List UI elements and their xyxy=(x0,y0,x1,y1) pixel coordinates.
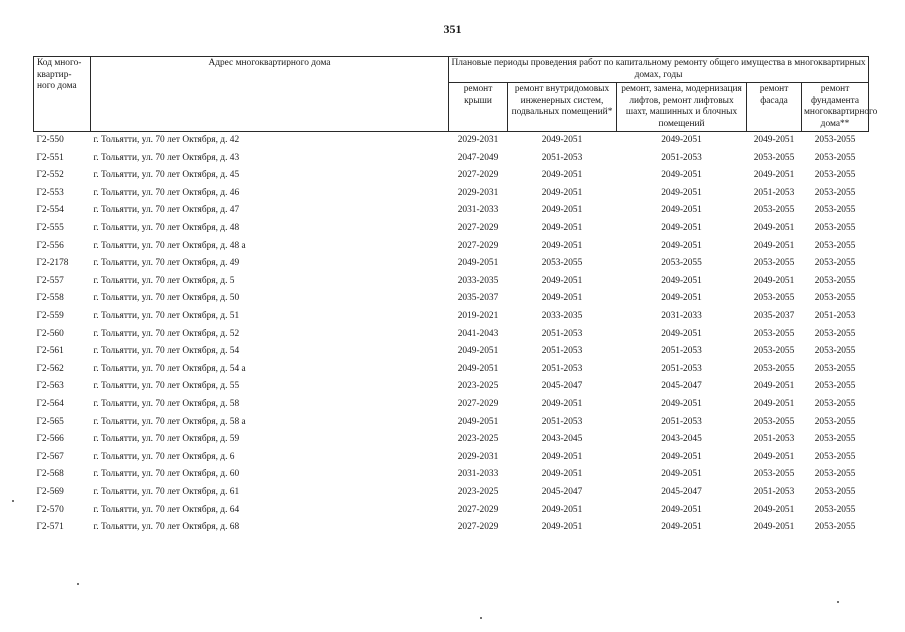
cell-engineering-period: 2033-2035 xyxy=(541,310,583,321)
cell-roof-period: 2023-2025 xyxy=(457,486,499,497)
cell-facade-period: 2035-2037 xyxy=(753,310,795,321)
cell-roof-period: 2027-2029 xyxy=(457,240,499,251)
table-row xyxy=(34,484,869,502)
cell-engineering-period: 2049-2051 xyxy=(541,187,583,198)
cell-code: Г2-566 xyxy=(36,434,64,445)
cell-lifts-period: 2049-2051 xyxy=(661,293,702,304)
cell-address: г. Тольятти, ул. 70 лет Октября, д. 54 xyxy=(93,346,240,357)
cell-address: г. Тольятти, ул. 70 лет Октября, д. 46 xyxy=(93,187,240,198)
table-row xyxy=(34,519,869,537)
table-body xyxy=(34,132,869,537)
cell-foundation-period: 2053-2055 xyxy=(814,170,856,181)
table-row xyxy=(34,290,869,308)
cell-address: г. Тольятти, ул. 70 лет Октября, д. 61 xyxy=(93,486,240,497)
cell-foundation-period: 2053-2055 xyxy=(814,381,856,392)
cell-address: г. Тольятти, ул. 70 лет Октября, д. 49 xyxy=(93,258,240,269)
cell-roof-period: 2029-2031 xyxy=(457,451,499,462)
cell-code: Г2-2178 xyxy=(36,258,69,269)
cell-address: г. Тольятти, ул. 70 лет Октября, д. 43 xyxy=(93,152,240,163)
cell-engineering-period: 2049-2051 xyxy=(541,135,583,146)
cell-roof-period: 2041-2043 xyxy=(457,328,499,339)
cell-roof-period: 2027-2029 xyxy=(457,223,499,234)
cell-foundation-period: 2053-2055 xyxy=(814,258,856,269)
cell-foundation-period: 2053-2055 xyxy=(814,522,856,533)
table-row xyxy=(34,396,869,414)
cell-facade-period: 2049-2051 xyxy=(753,504,795,515)
cell-address: г. Тольятти, ул. 70 лет Октября, д. 42 xyxy=(93,135,240,146)
cell-code: Г2-556 xyxy=(36,240,64,251)
cell-foundation-period: 2053-2055 xyxy=(814,135,856,146)
cell-lifts-period: 2051-2053 xyxy=(661,416,702,427)
cell-roof-period: 2049-2051 xyxy=(457,258,499,269)
cell-code: Г2-559 xyxy=(36,310,64,321)
cell-engineering-period: 2049-2051 xyxy=(541,170,583,181)
cell-lifts-period: 2049-2051 xyxy=(661,469,702,480)
cell-facade-period: 2053-2055 xyxy=(753,363,795,374)
cell-code: Г2-550 xyxy=(36,135,64,146)
cell-address: г. Тольятти, ул. 70 лет Октября, д. 6 xyxy=(93,451,235,462)
cell-engineering-period: 2051-2053 xyxy=(541,328,583,339)
cell-address: г. Тольятти, ул. 70 лет Октября, д. 58 xyxy=(93,398,240,409)
table-row xyxy=(34,378,869,396)
cell-foundation-period: 2053-2055 xyxy=(814,363,856,374)
cell-address: г. Тольятти, ул. 70 лет Октября, д. 48 а xyxy=(93,240,246,251)
table-row xyxy=(34,238,869,256)
cell-lifts-period: 2049-2051 xyxy=(661,522,702,533)
cell-address: г. Тольятти, ул. 70 лет Октября, д. 58 а xyxy=(93,416,246,427)
cell-foundation-period: 2053-2055 xyxy=(814,504,856,515)
table-row xyxy=(34,414,869,432)
cell-foundation-period: 2053-2055 xyxy=(814,486,856,497)
cell-lifts-period: 2045-2047 xyxy=(661,381,702,392)
cell-roof-period: 2031-2033 xyxy=(457,205,499,216)
cell-foundation-period: 2053-2055 xyxy=(814,346,856,357)
cell-lifts-period: 2045-2047 xyxy=(661,486,702,497)
table-row xyxy=(34,466,869,484)
cell-roof-period: 2029-2031 xyxy=(457,135,499,146)
cell-code: Г2-554 xyxy=(36,205,64,216)
cell-code: Г2-561 xyxy=(36,346,64,357)
cell-facade-period: 2053-2055 xyxy=(753,152,795,163)
header-planned-periods: Плановые периоды проведения работ по капитальному ремонту общего имущества в многоквартирных домах, годы xyxy=(449,57,869,83)
cell-address: г. Тольятти, ул. 70 лет Октября, д. 64 xyxy=(93,504,240,515)
table-row xyxy=(34,361,869,379)
cell-foundation-period: 2053-2055 xyxy=(814,240,856,251)
cell-code: Г2-551 xyxy=(36,152,64,163)
cell-code: Г2-569 xyxy=(36,486,64,497)
table-row xyxy=(34,308,869,326)
cell-roof-period: 2019-2021 xyxy=(457,310,499,321)
cell-address: г. Тольятти, ул. 70 лет Октября, д. 51 xyxy=(93,310,240,321)
cell-facade-period: 2053-2055 xyxy=(753,328,795,339)
cell-address: г. Тольятти, ул. 70 лет Октября, д. 55 xyxy=(93,381,240,392)
cell-code: Г2-555 xyxy=(36,223,64,234)
cell-lifts-period: 2049-2051 xyxy=(661,240,702,251)
cell-code: Г2-564 xyxy=(36,398,64,409)
header-engineering-systems: ремонт внутридомовых инженерных систем, подвальных помещений* xyxy=(508,83,617,132)
cell-roof-period: 2031-2033 xyxy=(457,469,499,480)
cell-lifts-period: 2049-2051 xyxy=(661,170,702,181)
cell-engineering-period: 2049-2051 xyxy=(541,469,583,480)
cell-facade-period: 2053-2055 xyxy=(753,293,795,304)
cell-roof-period: 2027-2029 xyxy=(457,522,499,533)
cell-address: г. Тольятти, ул. 70 лет Октября, д. 5 xyxy=(93,275,235,286)
cell-roof-period: 2049-2051 xyxy=(457,363,499,374)
table-row xyxy=(34,202,869,220)
cell-engineering-period: 2049-2051 xyxy=(541,293,583,304)
cell-foundation-period: 2053-2055 xyxy=(814,223,856,234)
cell-address: г. Тольятти, ул. 70 лет Октября, д. 48 xyxy=(93,223,240,234)
cell-address: г. Тольятти, ул. 70 лет Октября, д. 50 xyxy=(93,293,240,304)
cell-foundation-period: 2053-2055 xyxy=(814,416,856,427)
cell-code: Г2-558 xyxy=(36,293,64,304)
cell-lifts-period: 2049-2051 xyxy=(661,135,702,146)
scan-speck xyxy=(12,500,14,502)
scan-speck xyxy=(77,583,79,585)
header-roof: ремонт крыши xyxy=(449,83,508,132)
cell-facade-period: 2049-2051 xyxy=(753,135,795,146)
cell-roof-period: 2033-2035 xyxy=(457,275,499,286)
cell-foundation-period: 2053-2055 xyxy=(814,469,856,480)
table-row xyxy=(34,501,869,519)
cell-roof-period: 2049-2051 xyxy=(457,346,499,357)
cell-code: Г2-568 xyxy=(36,469,64,480)
cell-engineering-period: 2051-2053 xyxy=(541,152,583,163)
cell-code: Г2-557 xyxy=(36,275,64,286)
cell-facade-period: 2049-2051 xyxy=(753,275,795,286)
cell-address: г. Тольятти, ул. 70 лет Октября, д. 68 xyxy=(93,522,240,533)
table-row xyxy=(34,132,869,150)
cell-engineering-period: 2049-2051 xyxy=(541,398,583,409)
cell-lifts-period: 2053-2055 xyxy=(661,258,702,269)
cell-engineering-period: 2049-2051 xyxy=(541,205,583,216)
cell-facade-period: 2053-2055 xyxy=(753,416,795,427)
cell-code: Г2-565 xyxy=(36,416,64,427)
cell-lifts-period: 2049-2051 xyxy=(661,223,702,234)
table-row xyxy=(34,220,869,238)
page-number: 351 xyxy=(443,22,462,36)
cell-code: Г2-562 xyxy=(36,363,64,374)
cell-lifts-period: 2049-2051 xyxy=(661,451,702,462)
cell-roof-period: 2027-2029 xyxy=(457,504,499,515)
cell-foundation-period: 2053-2055 xyxy=(814,328,856,339)
cell-lifts-period: 2051-2053 xyxy=(661,152,702,163)
cell-foundation-period: 2053-2055 xyxy=(814,434,856,445)
cell-lifts-period: 2049-2051 xyxy=(661,275,702,286)
table-row xyxy=(34,185,869,203)
header-address: Адрес многоквартирного дома xyxy=(91,57,449,132)
table-row xyxy=(34,273,869,291)
cell-facade-period: 2049-2051 xyxy=(753,240,795,251)
cell-roof-period: 2029-2031 xyxy=(457,187,499,198)
cell-foundation-period: 2053-2055 xyxy=(814,205,856,216)
cell-lifts-period: 2049-2051 xyxy=(661,398,702,409)
cell-engineering-period: 2049-2051 xyxy=(541,223,583,234)
table-header xyxy=(34,57,878,132)
cell-lifts-period: 2051-2053 xyxy=(661,363,702,374)
cell-foundation-period: 2053-2055 xyxy=(814,187,856,198)
table-row xyxy=(34,255,869,273)
cell-facade-period: 2053-2055 xyxy=(753,346,795,357)
cell-address: г. Тольятти, ул. 70 лет Октября, д. 47 xyxy=(93,205,240,216)
cell-engineering-period: 2049-2051 xyxy=(541,451,583,462)
cell-code: Г2-553 xyxy=(36,187,64,198)
table-row xyxy=(34,343,869,361)
cell-lifts-period: 2051-2053 xyxy=(661,346,702,357)
cell-facade-period: 2053-2055 xyxy=(753,258,795,269)
cell-facade-period: 2049-2051 xyxy=(753,381,795,392)
cell-lifts-period: 2031-2033 xyxy=(661,310,702,321)
cell-foundation-period: 2051-2053 xyxy=(814,310,856,321)
cell-engineering-period: 2045-2047 xyxy=(541,486,583,497)
table-row xyxy=(34,449,869,467)
cell-code: Г2-560 xyxy=(36,328,64,339)
cell-facade-period: 2053-2055 xyxy=(753,469,795,480)
cell-address: г. Тольятти, ул. 70 лет Октября, д. 54 а xyxy=(93,363,246,374)
table-row xyxy=(34,167,869,185)
scan-speck xyxy=(837,601,839,603)
cell-lifts-period: 2043-2045 xyxy=(661,434,702,445)
cell-facade-period: 2049-2051 xyxy=(753,522,795,533)
cell-foundation-period: 2053-2055 xyxy=(814,398,856,409)
cell-foundation-period: 2053-2055 xyxy=(814,152,856,163)
cell-roof-period: 2049-2051 xyxy=(457,416,499,427)
table-row xyxy=(34,431,869,449)
cell-facade-period: 2049-2051 xyxy=(753,451,795,462)
cell-facade-period: 2051-2053 xyxy=(753,486,795,497)
cell-facade-period: 2053-2055 xyxy=(753,205,795,216)
cell-lifts-period: 2049-2051 xyxy=(661,504,702,515)
cell-facade-period: 2049-2051 xyxy=(753,170,795,181)
cell-foundation-period: 2053-2055 xyxy=(814,275,856,286)
cell-foundation-period: 2053-2055 xyxy=(814,293,856,304)
cell-address: г. Тольятти, ул. 70 лет Октября, д. 52 xyxy=(93,328,240,339)
cell-code: Г2-570 xyxy=(36,504,64,515)
cell-foundation-period: 2053-2055 xyxy=(814,451,856,462)
cell-engineering-period: 2049-2051 xyxy=(541,240,583,251)
cell-facade-period: 2051-2053 xyxy=(753,187,795,198)
header-lifts: ремонт, замена, модернизация лифтов, ремонт лифтовых шахт, машинных и блочных помещений xyxy=(617,83,747,132)
cell-code: Г2-552 xyxy=(36,170,64,181)
cell-engineering-period: 2051-2053 xyxy=(541,363,583,374)
scan-speck xyxy=(480,617,482,619)
header-facade: ремонт фасада xyxy=(747,83,802,132)
cell-roof-period: 2035-2037 xyxy=(457,293,499,304)
header-code: Код много-квартир-ного дома xyxy=(34,57,91,132)
cell-roof-period: 2027-2029 xyxy=(457,170,499,181)
header-foundation: ремонт фундамента многоквартирного дома** xyxy=(802,83,869,132)
cell-address: г. Тольятти, ул. 70 лет Октября, д. 45 xyxy=(93,170,240,181)
cell-engineering-period: 2051-2053 xyxy=(541,416,583,427)
cell-engineering-period: 2043-2045 xyxy=(541,434,583,445)
cell-engineering-period: 2049-2051 xyxy=(541,504,583,515)
cell-lifts-period: 2049-2051 xyxy=(661,328,702,339)
cell-lifts-period: 2049-2051 xyxy=(661,205,702,216)
cell-engineering-period: 2051-2053 xyxy=(541,346,583,357)
cell-code: Г2-567 xyxy=(36,451,64,462)
cell-code: Г2-571 xyxy=(36,522,64,533)
cell-facade-period: 2049-2051 xyxy=(753,398,795,409)
cell-engineering-period: 2045-2047 xyxy=(541,381,583,392)
table-row xyxy=(34,326,869,344)
cell-roof-period: 2023-2025 xyxy=(457,434,499,445)
cell-address: г. Тольятти, ул. 70 лет Октября, д. 59 xyxy=(93,434,240,445)
table-row xyxy=(34,150,869,168)
cell-roof-period: 2027-2029 xyxy=(457,398,499,409)
cell-facade-period: 2051-2053 xyxy=(753,434,795,445)
capital-repair-schedule-table xyxy=(33,56,878,537)
cell-facade-period: 2049-2051 xyxy=(753,223,795,234)
cell-engineering-period: 2049-2051 xyxy=(541,522,583,533)
cell-lifts-period: 2049-2051 xyxy=(661,187,702,198)
header-row-top xyxy=(34,57,869,83)
cell-address: г. Тольятти, ул. 70 лет Октября, д. 60 xyxy=(93,469,240,480)
cell-roof-period: 2023-2025 xyxy=(457,381,499,392)
cell-roof-period: 2047-2049 xyxy=(457,152,499,163)
cell-engineering-period: 2053-2055 xyxy=(541,258,583,269)
cell-code: Г2-563 xyxy=(36,381,64,392)
cell-engineering-period: 2049-2051 xyxy=(541,275,583,286)
